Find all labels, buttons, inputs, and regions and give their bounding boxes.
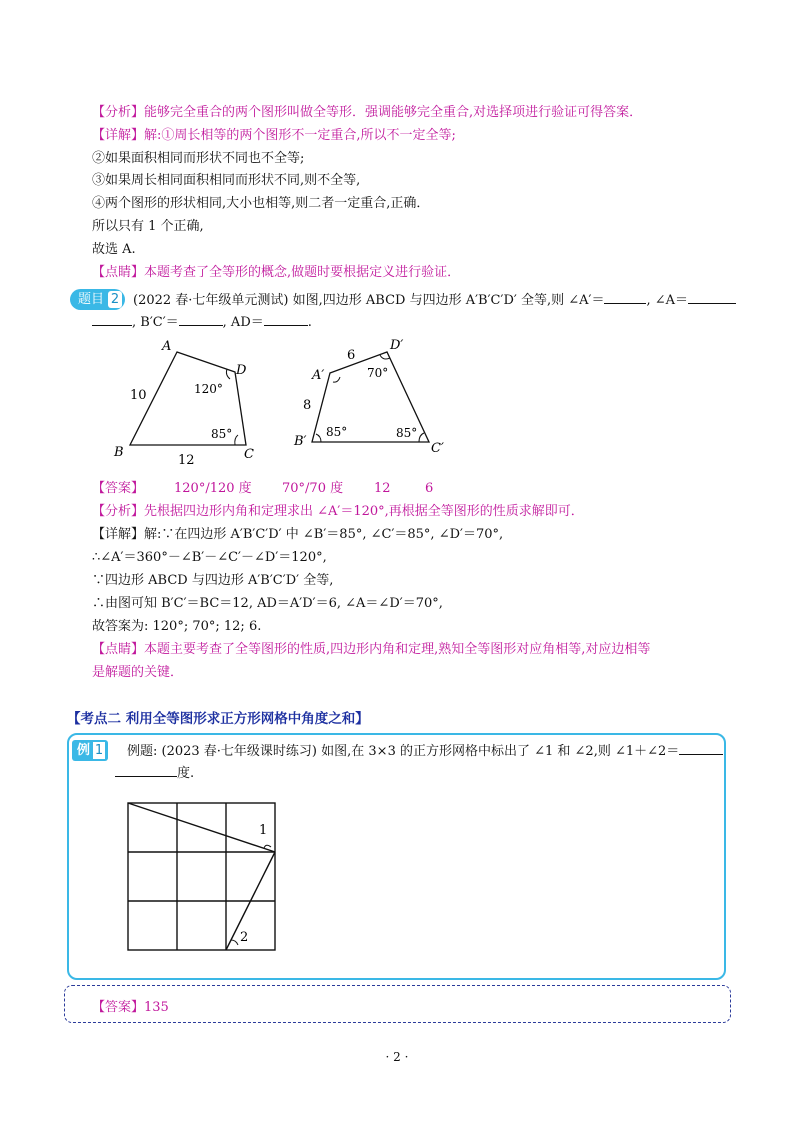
question-text-part: (2022 春·七年级单元测试) 如图,四边形 ABCD 与四边形 A′B′C′D′ 全等,则 ∠A′＝ <box>133 293 605 308</box>
answer-value: 135 <box>144 1000 169 1015</box>
vertex-label: C′ <box>431 441 444 456</box>
answer-label: 【答案】 <box>92 481 145 496</box>
question-text <box>133 289 736 312</box>
angle-arc <box>235 435 238 445</box>
angle-arc <box>264 845 271 848</box>
analysis-line: 【分析】先根据四边形内角和定理求出 ∠A′＝120°,再根据全等图形的性质求解即可． <box>92 504 584 519</box>
answer-blank[interactable] <box>264 311 308 326</box>
side-label: 8 <box>303 398 312 413</box>
vertex-label: B′ <box>294 434 307 449</box>
detail-line: ④两个图形的形状相同,大小也相等,则二者一定重合,正确． <box>92 196 430 211</box>
example-tag-label: 例 <box>77 743 91 758</box>
angle-label: 85° <box>326 425 348 439</box>
side-label: 10 <box>130 388 147 403</box>
example-tag <box>72 740 108 761</box>
detail-line: 所以只有 1 个正确, <box>92 219 204 234</box>
detail-line: ∵四边形 ABCD 与四边形 A′B′C′D′ 全等, <box>92 573 334 588</box>
quadrilateral-figures <box>0 330 794 470</box>
vertex-label: A′ <box>312 368 325 383</box>
answer-blank[interactable] <box>688 289 736 304</box>
angle-label: 85° <box>211 427 233 441</box>
question-text-part: , ∠A＝ <box>646 293 689 308</box>
vertex-label: A <box>162 339 172 354</box>
example-text-part: 例题: (2023 春·七年级课时练习) 如图,在 3×3 的正方形网格中标出了 ∠1 和 ∠2,则 ∠1＋∠2＝ <box>127 744 680 759</box>
diagonal-line <box>128 803 275 852</box>
question-text-part: . <box>307 315 312 330</box>
example-text-part: 度. <box>177 766 195 781</box>
side-label: 6 <box>347 348 356 363</box>
section-heading: 【考点二 利用全等图形求正方形网格中角度之和】 <box>67 711 369 727</box>
answer-value: 70°/70 度 <box>282 481 344 496</box>
question-number: 2 <box>108 291 122 308</box>
question-tag-label: 题目 <box>78 292 105 307</box>
answer-blank[interactable] <box>604 289 646 304</box>
detail-line: 【详解】解:∵在四边形 A′B′C′D′ 中 ∠B′＝85°, ∠C′＝85°, ∠D′＝70°, <box>92 527 504 542</box>
question-text-part: , B′C′＝ <box>132 315 179 330</box>
example-text <box>115 762 194 785</box>
angle-label: 1 <box>259 823 268 838</box>
square-grid-figure <box>120 795 290 957</box>
answer-line <box>92 479 434 499</box>
angle-label: 70° <box>367 366 389 380</box>
angle-label: 2 <box>240 930 249 945</box>
answer-blank[interactable] <box>679 740 723 755</box>
vertex-label: C <box>244 447 254 462</box>
page-number: · 2 · <box>385 1050 409 1064</box>
angle-arc <box>316 434 321 442</box>
quadrilateral-a1b1c1d1 <box>293 338 444 456</box>
detail-line <box>92 126 456 146</box>
vertex-label: D <box>236 363 247 378</box>
answer-blank[interactable] <box>115 762 177 777</box>
detail-line: ∴由图可知 B′C′＝BC＝12, AD＝A′D′＝6, ∠A＝∠D′＝70°, <box>92 596 443 611</box>
detail-text: 【详解】解:①周长相等的两个图形不一定重合,所以不一定全等; <box>92 128 456 143</box>
answer-label: 【答案】 <box>92 1000 145 1015</box>
answer-line <box>92 996 169 1015</box>
example-text <box>127 740 723 763</box>
angle-arc <box>333 377 340 382</box>
angle-label: 85° <box>396 426 418 440</box>
comment-line: 【点睛】本题考查了全等形的概念,做题时要根据定义进行验证． <box>92 265 461 280</box>
comment-line: 是解题的关键． <box>92 665 184 680</box>
detail-line: ∴∠A′＝360°－∠B′－∠C′－∠D′＝120°, <box>92 550 327 565</box>
analysis-line: 【分析】能够完全重合的两个图形叫做全等形．强调能够完全重合,对选择项进行验证可得答案． <box>92 105 643 120</box>
question-tag <box>70 289 125 310</box>
angle-label: 120° <box>194 382 223 396</box>
answer-value: 12 <box>374 481 391 496</box>
detail-line: 故选 A. <box>92 242 136 257</box>
answer-blank[interactable] <box>92 311 132 326</box>
angle-arc <box>419 433 424 442</box>
answer-value: 6 <box>425 481 434 496</box>
answer-blank[interactable] <box>179 311 223 326</box>
comment-line: 【点睛】本题主要考查了全等图形的性质,四边形内角和定理,熟知全等图形对应角相等,对应边相等 <box>92 642 651 657</box>
question-text-part: , AD＝ <box>222 315 264 330</box>
vertex-label: D′ <box>390 338 404 353</box>
detail-line: ③如果周长相同面积相同而形状不同,则不全等, <box>92 173 361 188</box>
answer-value: 120°/120 度 <box>174 481 252 496</box>
detail-line: 故答案为: 120°; 70°; 12; 6. <box>92 619 262 634</box>
vertex-label: B <box>114 445 124 460</box>
detail-line: ②如果面积相同而形状不同也不全等; <box>92 151 305 166</box>
angle-arc <box>231 940 238 945</box>
quadrilateral-abcd <box>113 339 254 468</box>
side-label: 12 <box>178 453 195 468</box>
example-number: 1 <box>94 743 104 758</box>
